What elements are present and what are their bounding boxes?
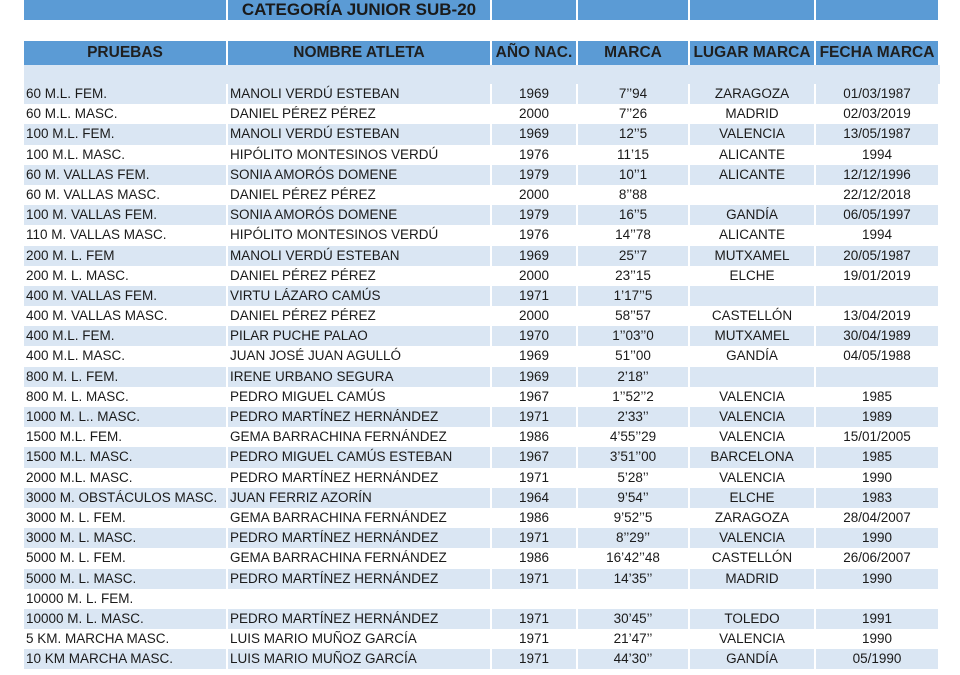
cell-lugar: ZARAGOZA bbox=[690, 84, 816, 104]
cell-fecha: 12/12/1996 bbox=[816, 165, 940, 185]
cell-prueba: 3000 M. L. MASC. bbox=[24, 528, 228, 548]
cell-lugar: GANDÍA bbox=[690, 205, 816, 225]
table-row bbox=[24, 346, 940, 366]
cell-fecha: 1985 bbox=[816, 447, 940, 467]
cell-prueba: 400 M. VALLAS FEM. bbox=[24, 286, 228, 306]
header-fecha-marca: FECHA MARCA bbox=[816, 41, 940, 65]
cell-nombre: PEDRO MARTÍNEZ HERNÁNDEZ bbox=[228, 609, 492, 629]
cell-nombre: PEDRO MARTÍNEZ HERNÁNDEZ bbox=[228, 569, 492, 589]
cell-fecha: 22/12/2018 bbox=[816, 185, 940, 205]
cell-fecha: 1990 bbox=[816, 629, 940, 649]
cell-marca: 25’’7 bbox=[578, 246, 690, 266]
cell-ano: 1979 bbox=[492, 165, 578, 185]
table-row bbox=[24, 286, 940, 306]
cell-lugar: VALENCIA bbox=[690, 629, 816, 649]
title-blank-cell bbox=[690, 0, 816, 20]
cell-prueba: 400 M.L. FEM. bbox=[24, 326, 228, 346]
cell-fecha: 1991 bbox=[816, 609, 940, 629]
cell-prueba: 1000 M. L.. MASC. bbox=[24, 407, 228, 427]
cell-nombre: HIPÓLITO MONTESINOS VERDÚ bbox=[228, 145, 492, 165]
cell-prueba: 10000 M. L. FEM. bbox=[24, 589, 228, 609]
cell-fecha: 1990 bbox=[816, 528, 940, 548]
cell-nombre: JUAN FERRIZ AZORÍN bbox=[228, 488, 492, 508]
cell-fecha: 20/05/1987 bbox=[816, 246, 940, 266]
cell-nombre: PEDRO MARTÍNEZ HERNÁNDEZ bbox=[228, 468, 492, 488]
table-row bbox=[24, 609, 940, 629]
table-row bbox=[24, 145, 940, 165]
cell-nombre: LUIS MARIO MUÑOZ GARCÍA bbox=[228, 649, 492, 669]
cell-ano: 1971 bbox=[492, 609, 578, 629]
cell-prueba: 5000 M. L. FEM. bbox=[24, 548, 228, 568]
cell-nombre: VIRTU LÁZARO CAMÚS bbox=[228, 286, 492, 306]
cell-marca: 44’30’’ bbox=[578, 649, 690, 669]
cell-ano bbox=[492, 589, 578, 609]
title-strip bbox=[24, 0, 940, 20]
table-row bbox=[24, 629, 940, 649]
cell-lugar: CASTELLÓN bbox=[690, 306, 816, 326]
table-row bbox=[24, 569, 940, 589]
cell-ano: 1976 bbox=[492, 145, 578, 165]
cell-marca: 8’’29’’ bbox=[578, 528, 690, 548]
cell-nombre: MANOLI VERDÚ ESTEBAN bbox=[228, 246, 492, 266]
cell-marca: 1’’03’’0 bbox=[578, 326, 690, 346]
cell-marca bbox=[578, 589, 690, 609]
cell-lugar: MADRID bbox=[690, 104, 816, 124]
title-blank-cell bbox=[24, 0, 228, 20]
table-row bbox=[24, 225, 940, 245]
cell-lugar: ELCHE bbox=[690, 266, 816, 286]
table-row bbox=[24, 84, 940, 104]
cell-marca: 14’35’’ bbox=[578, 569, 690, 589]
cell-ano: 1971 bbox=[492, 528, 578, 548]
table-row bbox=[24, 306, 940, 326]
cell-marca: 1’’52’’2 bbox=[578, 387, 690, 407]
cell-lugar: ELCHE bbox=[690, 488, 816, 508]
cell-lugar: TOLEDO bbox=[690, 609, 816, 629]
header-nombre-atleta: NOMBRE ATLETA bbox=[228, 41, 492, 65]
cell-ano: 1971 bbox=[492, 286, 578, 306]
cell-prueba: 100 M.L. MASC. bbox=[24, 145, 228, 165]
table-row bbox=[24, 649, 940, 669]
table-row bbox=[24, 246, 940, 266]
cell-ano: 1967 bbox=[492, 387, 578, 407]
table-row bbox=[24, 367, 940, 387]
table-row bbox=[24, 185, 940, 205]
cell-prueba: 200 M. L. FEM bbox=[24, 246, 228, 266]
cell-nombre: GEMA BARRACHINA FERNÁNDEZ bbox=[228, 548, 492, 568]
header-pruebas: PRUEBAS bbox=[24, 41, 228, 65]
cell-marca: 2’18’’ bbox=[578, 367, 690, 387]
cell-ano: 1964 bbox=[492, 488, 578, 508]
table-row bbox=[24, 548, 940, 568]
cell-prueba: 10000 M. L. MASC. bbox=[24, 609, 228, 629]
cell-nombre: LUIS MARIO MUÑOZ GARCÍA bbox=[228, 629, 492, 649]
cell-ano: 1969 bbox=[492, 346, 578, 366]
cell-prueba: 400 M.L. MASC. bbox=[24, 346, 228, 366]
table-row bbox=[24, 528, 940, 548]
cell-nombre: GEMA BARRACHINA FERNÁNDEZ bbox=[228, 427, 492, 447]
cell-nombre: DANIEL PÉREZ PÉREZ bbox=[228, 104, 492, 124]
cell-fecha: 1990 bbox=[816, 468, 940, 488]
cell-prueba: 5 KM. MARCHA MASC. bbox=[24, 629, 228, 649]
table-row bbox=[24, 266, 940, 286]
cell-nombre: PILAR PUCHE PALAO bbox=[228, 326, 492, 346]
cell-nombre: MANOLI VERDÚ ESTEBAN bbox=[228, 84, 492, 104]
cell-prueba: 60 M. VALLAS MASC. bbox=[24, 185, 228, 205]
cell-lugar: ALICANTE bbox=[690, 145, 816, 165]
cell-lugar: VALENCIA bbox=[690, 387, 816, 407]
cell-ano: 2000 bbox=[492, 266, 578, 286]
cell-ano: 1971 bbox=[492, 569, 578, 589]
cell-marca: 16’’5 bbox=[578, 205, 690, 225]
table-row bbox=[24, 508, 940, 528]
cell-nombre: GEMA BARRACHINA FERNÁNDEZ bbox=[228, 508, 492, 528]
cell-fecha: 05/1990 bbox=[816, 649, 940, 669]
table-row bbox=[24, 387, 940, 407]
cell-nombre: DANIEL PÉREZ PÉREZ bbox=[228, 306, 492, 326]
cell-nombre: DANIEL PÉREZ PÉREZ bbox=[228, 185, 492, 205]
cell-lugar: GANDÍA bbox=[690, 346, 816, 366]
table-row bbox=[24, 589, 940, 609]
cell-fecha: 30/04/1989 bbox=[816, 326, 940, 346]
cell-marca: 4’55’’29 bbox=[578, 427, 690, 447]
table-body bbox=[24, 84, 940, 669]
cell-lugar: GANDÍA bbox=[690, 649, 816, 669]
cell-marca: 7’’94 bbox=[578, 84, 690, 104]
cell-fecha: 06/05/1997 bbox=[816, 205, 940, 225]
table-title: CATEGORÍA JUNIOR SUB-20 bbox=[228, 0, 492, 20]
cell-prueba: 110 M. VALLAS MASC. bbox=[24, 225, 228, 245]
cell-lugar: CASTELLÓN bbox=[690, 548, 816, 568]
cell-fecha: 04/05/1988 bbox=[816, 346, 940, 366]
cell-prueba: 5000 M. L. MASC. bbox=[24, 569, 228, 589]
table-row bbox=[24, 205, 940, 225]
table-row bbox=[24, 407, 940, 427]
cell-marca: 51’’00 bbox=[578, 346, 690, 366]
cell-fecha: 02/03/2019 bbox=[816, 104, 940, 124]
cell-prueba: 60 M.L. MASC. bbox=[24, 104, 228, 124]
cell-marca: 9’52’’5 bbox=[578, 508, 690, 528]
cell-prueba: 200 M. L. MASC. bbox=[24, 266, 228, 286]
cell-prueba: 3000 M. L. FEM. bbox=[24, 508, 228, 528]
cell-prueba: 60 M.L. FEM. bbox=[24, 84, 228, 104]
cell-lugar: VALENCIA bbox=[690, 427, 816, 447]
cell-marca: 3’51’’00 bbox=[578, 447, 690, 467]
header-marca: MARCA bbox=[578, 41, 690, 65]
cell-fecha: 1994 bbox=[816, 225, 940, 245]
cell-ano: 1971 bbox=[492, 649, 578, 669]
title-blank-cell bbox=[816, 0, 940, 20]
cell-lugar: ALICANTE bbox=[690, 165, 816, 185]
cell-nombre: JUAN JOSÉ JUAN AGULLÓ bbox=[228, 346, 492, 366]
cell-marca: 9’54’’ bbox=[578, 488, 690, 508]
cell-fecha: 13/04/2019 bbox=[816, 306, 940, 326]
cell-marca: 11’15 bbox=[578, 145, 690, 165]
cell-nombre: MANOLI VERDÚ ESTEBAN bbox=[228, 124, 492, 144]
cell-marca: 1’17’’5 bbox=[578, 286, 690, 306]
cell-ano: 1979 bbox=[492, 205, 578, 225]
cell-fecha: 28/04/2007 bbox=[816, 508, 940, 528]
cell-fecha bbox=[816, 589, 940, 609]
cell-prueba: 100 M.L. FEM. bbox=[24, 124, 228, 144]
cell-marca: 14’’78 bbox=[578, 225, 690, 245]
cell-fecha: 13/05/1987 bbox=[816, 124, 940, 144]
cell-nombre: DANIEL PÉREZ PÉREZ bbox=[228, 266, 492, 286]
cell-prueba: 3000 M. OBSTÁCULOS MASC. bbox=[24, 488, 228, 508]
cell-nombre: PEDRO MARTÍNEZ HERNÁNDEZ bbox=[228, 407, 492, 427]
header-ano-nac: AÑO NAC. bbox=[492, 41, 578, 65]
cell-nombre: HIPÓLITO MONTESINOS VERDÚ bbox=[228, 225, 492, 245]
cell-lugar: MUTXAMEL bbox=[690, 326, 816, 346]
cell-marca: 23’’15 bbox=[578, 266, 690, 286]
cell-lugar: BARCELONA bbox=[690, 447, 816, 467]
table-row bbox=[24, 447, 940, 467]
cell-ano: 1969 bbox=[492, 367, 578, 387]
cell-nombre: SONIA AMORÓS DOMENE bbox=[228, 205, 492, 225]
cell-ano: 1986 bbox=[492, 427, 578, 447]
cell-ano: 1969 bbox=[492, 246, 578, 266]
title-blank-cell bbox=[578, 0, 690, 20]
cell-nombre: SONIA AMORÓS DOMENE bbox=[228, 165, 492, 185]
cell-prueba: 800 M. L. FEM. bbox=[24, 367, 228, 387]
cell-prueba: 1500 M.L. FEM. bbox=[24, 427, 228, 447]
cell-fecha: 1994 bbox=[816, 145, 940, 165]
table-row bbox=[24, 124, 940, 144]
cell-lugar bbox=[690, 286, 816, 306]
cell-nombre: PEDRO MIGUEL CAMÚS bbox=[228, 387, 492, 407]
table-row bbox=[24, 427, 940, 447]
cell-fecha: 1985 bbox=[816, 387, 940, 407]
cell-ano: 1986 bbox=[492, 508, 578, 528]
cell-lugar: ZARAGOZA bbox=[690, 508, 816, 528]
cell-lugar: VALENCIA bbox=[690, 468, 816, 488]
cell-marca: 8’’88 bbox=[578, 185, 690, 205]
cell-ano: 1971 bbox=[492, 468, 578, 488]
cell-marca: 58’’57 bbox=[578, 306, 690, 326]
table-row bbox=[24, 104, 940, 124]
cell-ano: 1986 bbox=[492, 548, 578, 568]
table-row bbox=[24, 468, 940, 488]
cell-fecha: 26/06/2007 bbox=[816, 548, 940, 568]
cell-prueba: 2000 M.L. MASC. bbox=[24, 468, 228, 488]
cell-ano: 2000 bbox=[492, 185, 578, 205]
cell-marca: 5’28’’ bbox=[578, 468, 690, 488]
cell-marca: 7’’26 bbox=[578, 104, 690, 124]
cell-lugar bbox=[690, 367, 816, 387]
cell-prueba: 1500 M.L. MASC. bbox=[24, 447, 228, 467]
cell-marca: 2’33’’ bbox=[578, 407, 690, 427]
cell-nombre: PEDRO MIGUEL CAMÚS ESTEBAN bbox=[228, 447, 492, 467]
cell-lugar: MADRID bbox=[690, 569, 816, 589]
cell-fecha: 19/01/2019 bbox=[816, 266, 940, 286]
cell-prueba: 400 M. VALLAS MASC. bbox=[24, 306, 228, 326]
cell-lugar: VALENCIA bbox=[690, 407, 816, 427]
cell-ano: 1969 bbox=[492, 84, 578, 104]
cell-fecha: 1989 bbox=[816, 407, 940, 427]
cell-ano: 1976 bbox=[492, 225, 578, 245]
cell-fecha: 1990 bbox=[816, 569, 940, 589]
cell-ano: 1967 bbox=[492, 447, 578, 467]
cell-lugar bbox=[690, 185, 816, 205]
cell-lugar: MUTXAMEL bbox=[690, 246, 816, 266]
cell-ano: 1969 bbox=[492, 124, 578, 144]
cell-lugar: VALENCIA bbox=[690, 124, 816, 144]
cell-nombre: IRENE URBANO SEGURA bbox=[228, 367, 492, 387]
cell-ano: 2000 bbox=[492, 104, 578, 124]
cell-fecha: 01/03/1987 bbox=[816, 84, 940, 104]
cell-ano: 2000 bbox=[492, 306, 578, 326]
table-row bbox=[24, 326, 940, 346]
cell-ano: 1970 bbox=[492, 326, 578, 346]
cell-fecha bbox=[816, 286, 940, 306]
cell-fecha: 1983 bbox=[816, 488, 940, 508]
title-blank-cell bbox=[492, 0, 578, 20]
table-header bbox=[24, 41, 940, 65]
spacer-row bbox=[24, 65, 940, 84]
cell-prueba: 10 KM MARCHA MASC. bbox=[24, 649, 228, 669]
cell-lugar: ALICANTE bbox=[690, 225, 816, 245]
header-lugar-marca: LUGAR MARCA bbox=[690, 41, 816, 65]
table-row bbox=[24, 165, 940, 185]
cell-marca: 12’’5 bbox=[578, 124, 690, 144]
cell-marca: 16’42’’48 bbox=[578, 548, 690, 568]
cell-marca: 10’’1 bbox=[578, 165, 690, 185]
cell-fecha bbox=[816, 367, 940, 387]
cell-lugar: VALENCIA bbox=[690, 528, 816, 548]
cell-nombre bbox=[228, 589, 492, 609]
cell-ano: 1971 bbox=[492, 629, 578, 649]
cell-prueba: 60 M. VALLAS FEM. bbox=[24, 165, 228, 185]
cell-nombre: PEDRO MARTÍNEZ HERNÁNDEZ bbox=[228, 528, 492, 548]
cell-prueba: 100 M. VALLAS FEM. bbox=[24, 205, 228, 225]
cell-lugar bbox=[690, 589, 816, 609]
cell-marca: 21’47’’ bbox=[578, 629, 690, 649]
cell-fecha: 15/01/2005 bbox=[816, 427, 940, 447]
cell-prueba: 800 M. L. MASC. bbox=[24, 387, 228, 407]
cell-ano: 1971 bbox=[492, 407, 578, 427]
table-row bbox=[24, 488, 940, 508]
cell-marca: 30’45’’ bbox=[578, 609, 690, 629]
